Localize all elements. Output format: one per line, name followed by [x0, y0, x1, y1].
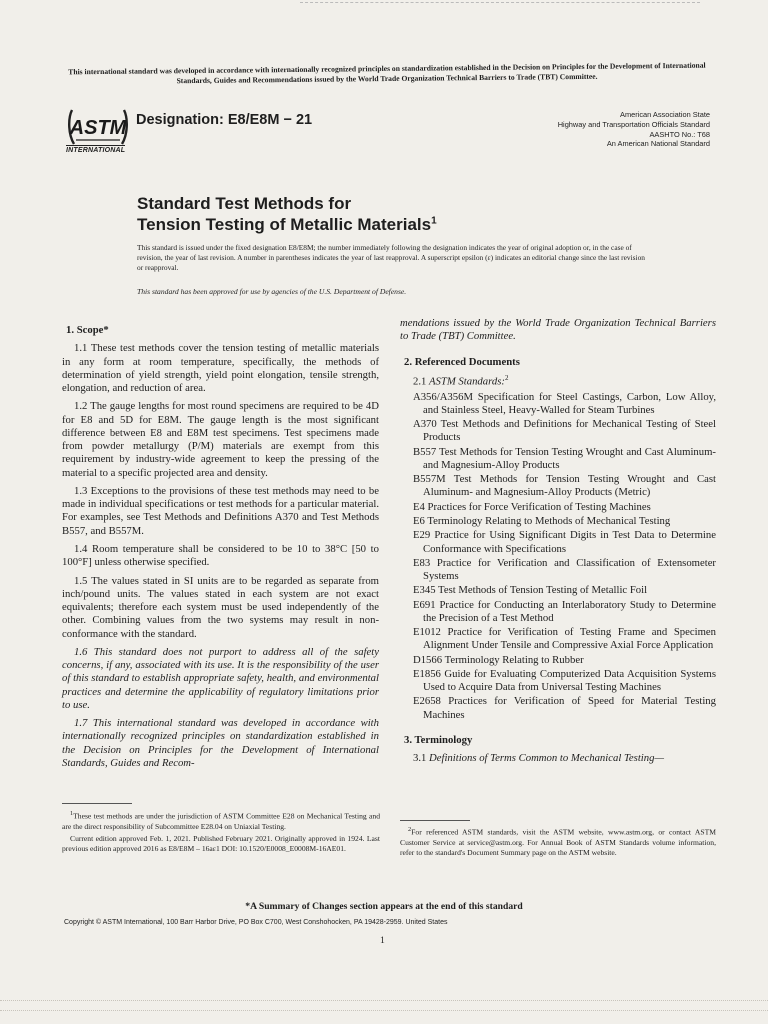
reference-item: E83 Practice for Verification and Classification of Extensometer Systems [413, 556, 716, 583]
reference-item: E691 Practice for Conducting an Interlaboratory Study to Determine the Precision of a Test Method [413, 598, 716, 624]
reference-item: A356/A356M Specification for Steel Castings, Carbon, Low Alloy, and Stainless Steel, Heavy-Walled for Steam Turbines [413, 390, 716, 416]
subsection-2-1-label: ASTM Standards: [429, 375, 505, 388]
footnote-2-mark: 2 [408, 826, 412, 833]
para-1-5: 1.5 The values stated in SI units are to be regarded as separate from inch/pound units. The values stated in each system are not exact equivalents; therefore each system must be used independently of the other. Combining values from the two systems may result in non-conformance with the standard. [62, 574, 379, 640]
title-line-1: Standard Test Methods for [137, 194, 352, 213]
reference-item: E1012 Practice for Verification of Testing Frame and Specimen Alignment Under Tensile and Compressive Axial Force Application [413, 626, 716, 652]
footnote-1-edition: Current edition approved Feb. 1, 2021. Published February 2021. Originally approved in 1924. Last previous edition approved 2016 as E8/E8M – 16aε1 DOI: 10.1520/E0008_E0008M-16AE01. [62, 833, 380, 853]
aashto-line-3: AASHTO No.: T68 [649, 129, 710, 139]
para-1-1: 1.1 These test methods cover the tension testing of metallic materials in any form at room temperature, specifically, the methods of determination of yield strength, yield point elongation, tensile strength, elongation, and reduction of area. [62, 342, 379, 395]
title-line-2-text: Tension Testing of Metallic Materials [137, 214, 432, 234]
footnote-1 [62, 810, 380, 856]
footnote-2 [400, 826, 716, 860]
para-1-4: 1.4 Room temperature shall be considered to be 10 to 38°C [50 to 100°F] unless otherwise specified. [62, 542, 379, 569]
right-column [400, 317, 716, 768]
para-1-6: 1.6 This standard does not purport to address all of the safety concerns, if any, associated with its use. It is the responsibility of the user of this standard to establish appropriate safety, health, and environmental practices and determine the applicability of regulatory limitations prior to use. [62, 645, 379, 711]
section-3-heading: 3. Terminology [404, 734, 473, 746]
footnote-1-mark: 1 [70, 810, 74, 817]
designation: Designation: E8/E8M − 21 [136, 112, 313, 128]
page-number: 1 [380, 935, 385, 946]
footnote-1-text [62, 810, 380, 832]
reference-item: B557 Test Methods for Tension Testing Wrought and Cast Aluminum- and Magnesium-Alloy Products [413, 445, 716, 471]
aashto-line-4: An American National Standard [606, 139, 710, 149]
reference-item: A370 Test Methods and Definitions for Mechanical Testing of Steel Products [413, 418, 716, 444]
scan-edge-bottom [0, 1000, 768, 1001]
standard-issue-note: This standard is issued under the fixed designation E8/E8M; the number immediately following the designation indicates the year of original adoption or, in the case of revision, the year of last revision. A number in parentheses indicates the year of last reapproval. A superscript epsilon (ε) indicates an editorial change since the last revision or reapproval. [137, 243, 645, 273]
reference-item: E6 Terminology Relating to Methods of Mechanical Testing [413, 515, 671, 528]
left-column [62, 320, 379, 775]
title-footnote-mark: 1 [431, 215, 437, 227]
reference-item: E345 Test Methods of Tension Testing of Metallic Foil [413, 584, 648, 597]
reference-item: E2658 Practices for Verification of Speed for Material Testing Machines [413, 695, 716, 721]
subsection-2-1-footnote-mark: 2 [504, 373, 509, 382]
scan-edge-top [300, 2, 700, 3]
subsection-2-1-number: 2.1 [413, 375, 427, 388]
logo-tagline: INTERNATIONAL [66, 147, 126, 154]
title-line-2 [137, 215, 597, 236]
reference-item: D1566 Terminology Relating to Rubber [413, 653, 584, 666]
subsection-3-1-text: Definitions of Terms Common to Mechanical Testing— [429, 752, 664, 765]
wto-notice: This international standard was developed in accordance with internationally recognized principles on standardization established in the Decision on Principles for the Development of International Standards, Guides and Recommendations issued by the World Trade Organization Technical Barriers to Trade (TBT) Committee. [68, 60, 706, 86]
para-1-3: 1.3 Exceptions to the provisions of these test methods may need to be made in individual specifications or test methods for a particular material. For examples, see Test Methods and Definitions A370 and Test Methods B557, and B557M. [62, 484, 379, 537]
copyright-line: Copyright © ASTM International, 100 Barr Harbor Drive, PO Box C700, West Conshohocken, PA 19428-2959. United States [64, 919, 448, 926]
footnote-rule-left [62, 803, 132, 804]
summary-of-changes-note: *A Summary of Changes section appears at the end of this standard [245, 901, 523, 912]
section-1-heading: 1. Scope* [66, 324, 109, 336]
aashto-line-1: American Association State [620, 110, 710, 119]
reference-list [400, 391, 716, 722]
para-1-7: 1.7 This international standard was developed in accordance with internationally recognized principles on standardization established in the Decision on Principles for the Development of International Standards, Guides and Recom- [62, 717, 379, 769]
reference-item: E29 Practice for Using Significant Digits in Test Data to Determine Conformance with Specifications [413, 529, 716, 555]
footnote-2-text [400, 826, 716, 858]
reference-item: B557M Test Methods for Tension Testing Wrought and Cast Aluminum- and Magnesium-Alloy Products (Metric) [413, 473, 716, 499]
footnote-rule-right [400, 820, 470, 821]
aashto-line-2: Highway and Transportation Officials Standard [557, 119, 710, 129]
document-title [137, 194, 597, 235]
subsection-3-1-number: 3.1 [413, 752, 427, 765]
reference-item: E1856 Guide for Evaluating Computerized Data Acquisition Systems Used to Acquire Data from Universal Testing Machines [413, 667, 716, 694]
dod-approval-note: This standard has been approved for use by agencies of the U.S. Department of Defense. [137, 287, 407, 296]
svg-text:ASTM: ASTM [69, 117, 127, 139]
section-2-heading: 2. Referenced Documents [404, 355, 520, 368]
subsection-3-1 [413, 752, 716, 765]
para-1-2: 1.2 The gauge lengths for most round specimens are required to be 4D for E8 and 5D for E8M. The gauge length is the most significant difference between E8 and E8M test specimens. Test specimens made from powder metallurgy (P/M) materials are exempt from this requirement by industry-wide agreement to keep the pressing of the material to a specific projected area and density. [62, 400, 379, 479]
scan-edge-bottom-2 [0, 1010, 768, 1011]
reference-item: E4 Practices for Force Verification of Testing Machines [413, 500, 651, 513]
footnote-1-body: These test methods are under the jurisdiction of ASTM Committee E28 on Mechanical Testing and are the direct responsibility of Subcommittee E28.04 on Uniaxial Testing. [62, 811, 380, 831]
footnote-2-body: For referenced ASTM standards, visit the ASTM website, www.astm.org, or contact ASTM Customer Service at service@astm.org. For Annual Book of ASTM Standards volume information, refer to the standard's Document Summary page on the ASTM website. [400, 827, 716, 857]
aashto-block [490, 110, 710, 149]
subsection-2-1 [413, 374, 716, 389]
para-1-7-continued: mendations issued by the World Trade Organization Technical Barriers to Trade (TBT) Committee. [400, 317, 716, 343]
